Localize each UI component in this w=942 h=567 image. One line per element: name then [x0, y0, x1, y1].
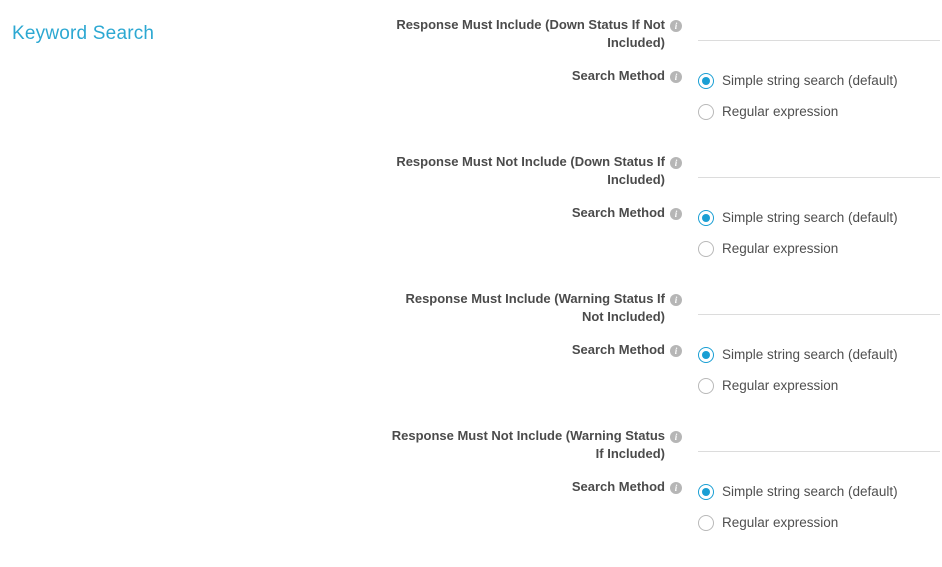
field-search-method-2: [0, 202, 942, 278]
radio-option-regex-3[interactable]: [698, 370, 942, 401]
field-label: Response Must Not Include (Down Status If Included): [396, 154, 665, 187]
info-icon[interactable]: i: [670, 482, 682, 494]
radio-label: Regular expression: [722, 104, 839, 119]
search-method-radio-group-3: [690, 339, 942, 401]
field-control: [690, 427, 942, 452]
response-must-include-down-input[interactable]: [698, 16, 940, 41]
field-control: [690, 153, 942, 178]
search-method-label: Search Method: [571, 479, 665, 494]
search-method-label-container: [0, 339, 690, 359]
radio-option-simple-string-2[interactable]: [698, 202, 942, 233]
radio-option-regex-4[interactable]: [698, 507, 942, 538]
search-method-label-container: [0, 202, 690, 222]
radio-icon[interactable]: [698, 378, 714, 394]
field-search-method-4: [0, 476, 942, 552]
info-icon[interactable]: i: [670, 431, 682, 443]
info-icon[interactable]: i: [670, 294, 682, 306]
field-label-container: [0, 153, 690, 189]
radio-label: Simple string search (default): [722, 210, 898, 225]
field-response-must-not-include-down: [0, 153, 942, 190]
radio-icon[interactable]: [698, 484, 714, 500]
search-method-label: Search Method: [571, 68, 665, 83]
response-must-not-include-warning-input[interactable]: [698, 427, 940, 452]
radio-option-simple-string-4[interactable]: [698, 476, 942, 507]
keyword-block-response-must-not-include-down: [0, 141, 942, 278]
radio-icon[interactable]: [698, 104, 714, 120]
info-icon[interactable]: i: [670, 208, 682, 220]
field-response-must-include-down: [0, 16, 942, 53]
search-method-label: Search Method: [571, 205, 665, 220]
radio-icon[interactable]: [698, 347, 714, 363]
radio-label: Regular expression: [722, 515, 839, 530]
keyword-block-response-must-include-down: [0, 0, 942, 141]
response-must-not-include-down-input[interactable]: [698, 153, 940, 178]
radio-icon[interactable]: [698, 73, 714, 89]
info-icon[interactable]: i: [670, 157, 682, 169]
info-icon[interactable]: i: [670, 345, 682, 357]
radio-icon[interactable]: [698, 241, 714, 257]
keyword-block-response-must-not-include-warning: [0, 415, 942, 552]
field-label-container: [0, 427, 690, 463]
radio-option-simple-string-1[interactable]: [698, 65, 942, 96]
field-control: [690, 16, 942, 41]
radio-option-regex-2[interactable]: [698, 233, 942, 264]
radio-label: Regular expression: [722, 378, 839, 393]
search-method-label: Search Method: [571, 342, 665, 357]
radio-label: Regular expression: [722, 241, 839, 256]
search-method-label-container: [0, 476, 690, 496]
radio-label: Simple string search (default): [722, 347, 898, 362]
keyword-block-response-must-include-warning: [0, 278, 942, 415]
radio-icon[interactable]: [698, 210, 714, 226]
field-control: [690, 290, 942, 315]
field-response-must-include-warning: [0, 290, 942, 327]
search-method-label-container: [0, 65, 690, 85]
search-method-radio-group-4: [690, 476, 942, 538]
info-icon[interactable]: i: [670, 71, 682, 83]
field-label: Response Must Not Include (Warning Status If Included): [391, 428, 665, 461]
field-label: Response Must Include (Down Status If Not Included): [396, 17, 665, 50]
field-search-method-3: [0, 339, 942, 415]
radio-icon[interactable]: [698, 515, 714, 531]
radio-label: Simple string search (default): [722, 73, 898, 88]
field-label-container: [0, 16, 690, 52]
field-label: Response Must Include (Warning Status If Not Included): [405, 291, 665, 324]
radio-label: Simple string search (default): [722, 484, 898, 499]
response-must-include-warning-input[interactable]: [698, 290, 940, 315]
radio-option-simple-string-3[interactable]: [698, 339, 942, 370]
search-method-radio-group-2: [690, 202, 942, 264]
field-search-method-1: [0, 65, 942, 141]
search-method-radio-group-1: [690, 65, 942, 127]
field-label-container: [0, 290, 690, 326]
page-title: Keyword Search: [12, 22, 155, 44]
field-response-must-not-include-warning: [0, 427, 942, 464]
info-icon[interactable]: i: [670, 20, 682, 32]
radio-option-regex-1[interactable]: [698, 96, 942, 127]
